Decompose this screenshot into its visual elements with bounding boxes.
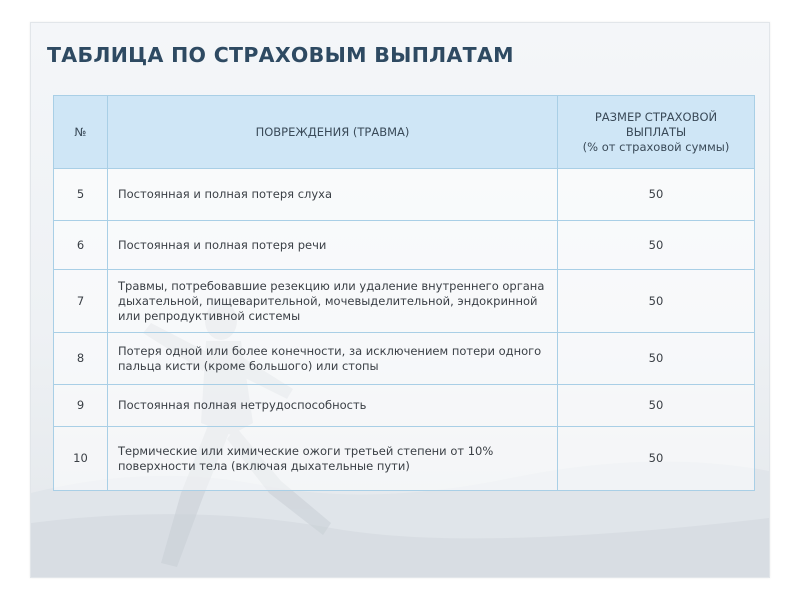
row-value: 50 <box>558 385 755 427</box>
header-payment-line1: РАЗМЕР СТРАХОВОЙ <box>594 109 718 124</box>
table-row <box>54 427 755 491</box>
row-injury: Травмы, потребовавшие резекцию или удаление внутреннего органа дыхательной, пищеварительной, мочевыделительной, эндокринной или репродуктивной системы <box>108 270 558 333</box>
row-injury: Постоянная и полная потеря речи <box>108 221 558 270</box>
table-row <box>54 270 755 333</box>
insurance-payments-table <box>53 95 755 491</box>
table-row <box>54 221 755 270</box>
header-injury: ПОВРЕЖДЕНИЯ (ТРАВМА) <box>108 96 558 169</box>
row-number: 6 <box>54 221 108 270</box>
row-value: 50 <box>558 333 755 385</box>
table-row <box>54 385 755 427</box>
row-value: 50 <box>558 427 755 491</box>
header-payment <box>558 96 755 169</box>
table-row <box>54 169 755 221</box>
header-payment-line3: (% от страховой суммы) <box>582 139 730 154</box>
row-number: 7 <box>54 270 108 333</box>
row-injury: Постоянная и полная потеря слуха <box>108 169 558 221</box>
row-injury: Потеря одной или более конечности, за исключением потери одного пальца кисти (кроме большого) или стопы <box>108 333 558 385</box>
row-number: 8 <box>54 333 108 385</box>
row-value: 50 <box>558 169 755 221</box>
row-value: 50 <box>558 221 755 270</box>
page-title: ТАБЛИЦА ПО СТРАХОВЫМ ВЫПЛАТАМ <box>47 43 514 67</box>
table-row <box>54 333 755 385</box>
row-number: 10 <box>54 427 108 491</box>
slide <box>30 22 770 578</box>
row-value: 50 <box>558 270 755 333</box>
row-injury: Термические или химические ожоги третьей степени от 10% поверхности тела (включая дыхательные пути) <box>108 427 558 491</box>
table-header-row <box>54 96 755 169</box>
row-number: 9 <box>54 385 108 427</box>
row-number: 5 <box>54 169 108 221</box>
header-number: № <box>54 96 108 169</box>
header-payment-line2: ВЫПЛАТЫ <box>625 124 687 139</box>
row-injury: Постоянная полная нетрудоспособность <box>108 385 558 427</box>
